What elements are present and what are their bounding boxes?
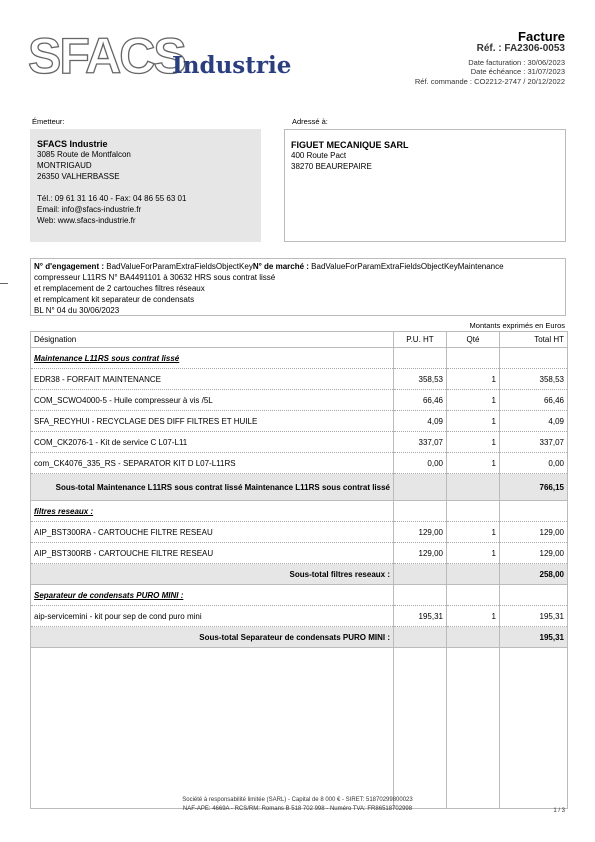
order-ref: Réf. commande : CO2212-2747 / 20/12/2022 [414, 77, 565, 86]
item-quantity: 1 [447, 390, 500, 411]
section-title: Separateur de condensats PURO MINI : [31, 585, 394, 606]
subtotal-value: 195,31 [500, 627, 568, 648]
table-row [31, 543, 568, 564]
item-designation: AIP_BST300RA - CARTOUCHE FILTRE RESEAU [31, 522, 394, 543]
adresse-box [284, 129, 566, 242]
table-row [31, 606, 568, 627]
emetteur-name: SFACS Industrie [37, 139, 108, 149]
engagement-value: BadValueForParamExtraFieldsObjectKey [106, 262, 253, 271]
item-unit-price: 4,09 [394, 411, 447, 432]
empty-cell [394, 585, 447, 606]
table-row [31, 522, 568, 543]
engagement-line: BL N° 04 du 30/06/2023 [34, 306, 120, 315]
marche-value: BadValueForParamExtraFieldsObjectKeyMaintenance [311, 262, 504, 271]
item-total: 129,00 [500, 543, 568, 564]
item-quantity: 1 [447, 606, 500, 627]
table-row [31, 432, 568, 453]
empty-cell [31, 648, 394, 809]
adresse-label: Adressé à: [292, 117, 328, 126]
emetteur-address-1: 3085 Route de Montfalcon [37, 150, 131, 159]
table-row [31, 453, 568, 474]
emetteur-address-3: 26350 VALHERBASSE [37, 172, 120, 181]
item-unit-price: 195,31 [394, 606, 447, 627]
empty-cell [394, 348, 447, 369]
item-quantity: 1 [447, 432, 500, 453]
subtotal-row [31, 564, 568, 585]
logo-brand: SFACS [28, 28, 185, 84]
item-unit-price: 129,00 [394, 522, 447, 543]
item-total: 195,31 [500, 606, 568, 627]
empty-cell [394, 564, 447, 585]
engagement-line: et remplcament kit separateur de condensats [34, 295, 195, 304]
item-unit-price: 0,00 [394, 453, 447, 474]
item-designation: SFA_RECYHUI - RECYCLAGE DES DIFF FILTRES ET HUILE [31, 411, 394, 432]
item-total: 337,07 [500, 432, 568, 453]
marche-label: N° de marché : [252, 262, 309, 271]
invoice-title: Facture [518, 29, 565, 44]
table-row [31, 411, 568, 432]
client-address-2: 38270 BEAUREPAIRE [291, 162, 372, 171]
currency-note: Montants exprimés en Euros [469, 321, 565, 330]
item-total: 0,00 [500, 453, 568, 474]
empty-cell [394, 474, 447, 501]
item-designation: AIP_BST300RB - CARTOUCHE FILTRE RESEAU [31, 543, 394, 564]
emetteur-tel: Tél.: 09 61 31 16 40 - Fax: 04 86 55 63 01 [37, 194, 187, 203]
invoice-items-table [30, 331, 568, 809]
section-title: filtres reseaux : [31, 501, 394, 522]
empty-cell [447, 585, 500, 606]
empty-cell [500, 585, 568, 606]
fold-mark [0, 283, 8, 284]
item-quantity: 1 [447, 522, 500, 543]
empty-cell [447, 348, 500, 369]
item-designation: COM_CK2076-1 - Kit de service C L07-L11 [31, 432, 394, 453]
item-designation: EDR38 - FORFAIT MAINTENANCE [31, 369, 394, 390]
engagement-line: compresseur L11RS N° BA4491101 à 30632 HRS sous contrat lissé [34, 273, 276, 282]
table-row [31, 390, 568, 411]
invoice-due-date: Date échéance : 31/07/2023 [470, 67, 565, 76]
item-total: 129,00 [500, 522, 568, 543]
item-unit-price: 66,46 [394, 390, 447, 411]
item-designation: COM_SCWO4000-5 - Huile compresseur à vis /5L [31, 390, 394, 411]
empty-cell [447, 627, 500, 648]
engagement-label: N° d'engagement : [34, 262, 104, 271]
item-total: 4,09 [500, 411, 568, 432]
section-header-row [31, 501, 568, 522]
subtotal-label: Sous-total Maintenance L11RS sous contrat lissé Maintenance L11RS sous contrat lissé [31, 474, 394, 501]
empty-cell [447, 648, 500, 809]
subtotal-row [31, 627, 568, 648]
logo-suffix: Industrie [172, 52, 292, 79]
invoice-date: Date facturation : 30/06/2023 [468, 58, 565, 67]
col-designation: Désignation [31, 332, 394, 348]
item-unit-price: 337,07 [394, 432, 447, 453]
emetteur-label: Émetteur: [32, 117, 65, 126]
subtotal-value: 766,15 [500, 474, 568, 501]
engagement-box [30, 258, 566, 316]
emetteur-box [30, 129, 261, 242]
table-header-row [31, 332, 568, 348]
subtotal-label: Sous-total Separateur de condensats PURO MINI : [31, 627, 394, 648]
company-logo [28, 28, 292, 86]
item-unit-price: 358,53 [394, 369, 447, 390]
item-designation: com_CK4076_335_RS - SEPARATOR KIT D L07-L11RS [31, 453, 394, 474]
empty-cell [394, 648, 447, 809]
invoice-ref: Réf. : FA2306-0053 [476, 43, 565, 54]
subtotal-label: Sous-total filtres reseaux : [31, 564, 394, 585]
empty-cell [500, 348, 568, 369]
empty-cell [447, 564, 500, 585]
item-quantity: 1 [447, 453, 500, 474]
emetteur-address-2: MONTRIGAUD [37, 161, 92, 170]
empty-cell [447, 474, 500, 501]
item-quantity: 1 [447, 543, 500, 564]
emetteur-email: Email: info@sfacs-industrie.fr [37, 205, 142, 214]
empty-filler-row [31, 648, 568, 809]
item-unit-price: 129,00 [394, 543, 447, 564]
section-header-row [31, 585, 568, 606]
item-quantity: 1 [447, 411, 500, 432]
empty-cell [500, 648, 568, 809]
section-title: Maintenance L11RS sous contrat lissé [31, 348, 394, 369]
emetteur-web: Web: www.sfacs-industrie.fr [37, 216, 136, 225]
item-quantity: 1 [447, 369, 500, 390]
col-qte: Qté [447, 332, 500, 348]
empty-cell [394, 501, 447, 522]
col-total: Total HT [500, 332, 568, 348]
item-total: 66,46 [500, 390, 568, 411]
client-address-1: 400 Route Pact [291, 151, 347, 160]
subtotal-row [31, 474, 568, 501]
item-total: 358,53 [500, 369, 568, 390]
client-name: FIGUET MECANIQUE SARL [291, 140, 409, 150]
item-designation: aip-servicemini - kit pour sep de cond puro mini [31, 606, 394, 627]
footer-legal-1: Société à responsabilité limitée (SARL) - Capital de 8 000 € - SIRET: 51870299800023 [182, 797, 413, 803]
empty-cell [394, 627, 447, 648]
footer-legal-2: NAF-APE: 4669A - RCS/RM: Romans B 518 702 998 - Numéro TVA: FR86518702998 [182, 806, 413, 812]
page-number: 1 / 3 [553, 808, 565, 814]
col-pu: P.U. HT [394, 332, 447, 348]
table-row [31, 369, 568, 390]
empty-cell [447, 501, 500, 522]
engagement-line: et remplacement de 2 cartouches filtres réseaux [34, 284, 205, 293]
section-header-row [31, 348, 568, 369]
subtotal-value: 258,00 [500, 564, 568, 585]
empty-cell [500, 501, 568, 522]
